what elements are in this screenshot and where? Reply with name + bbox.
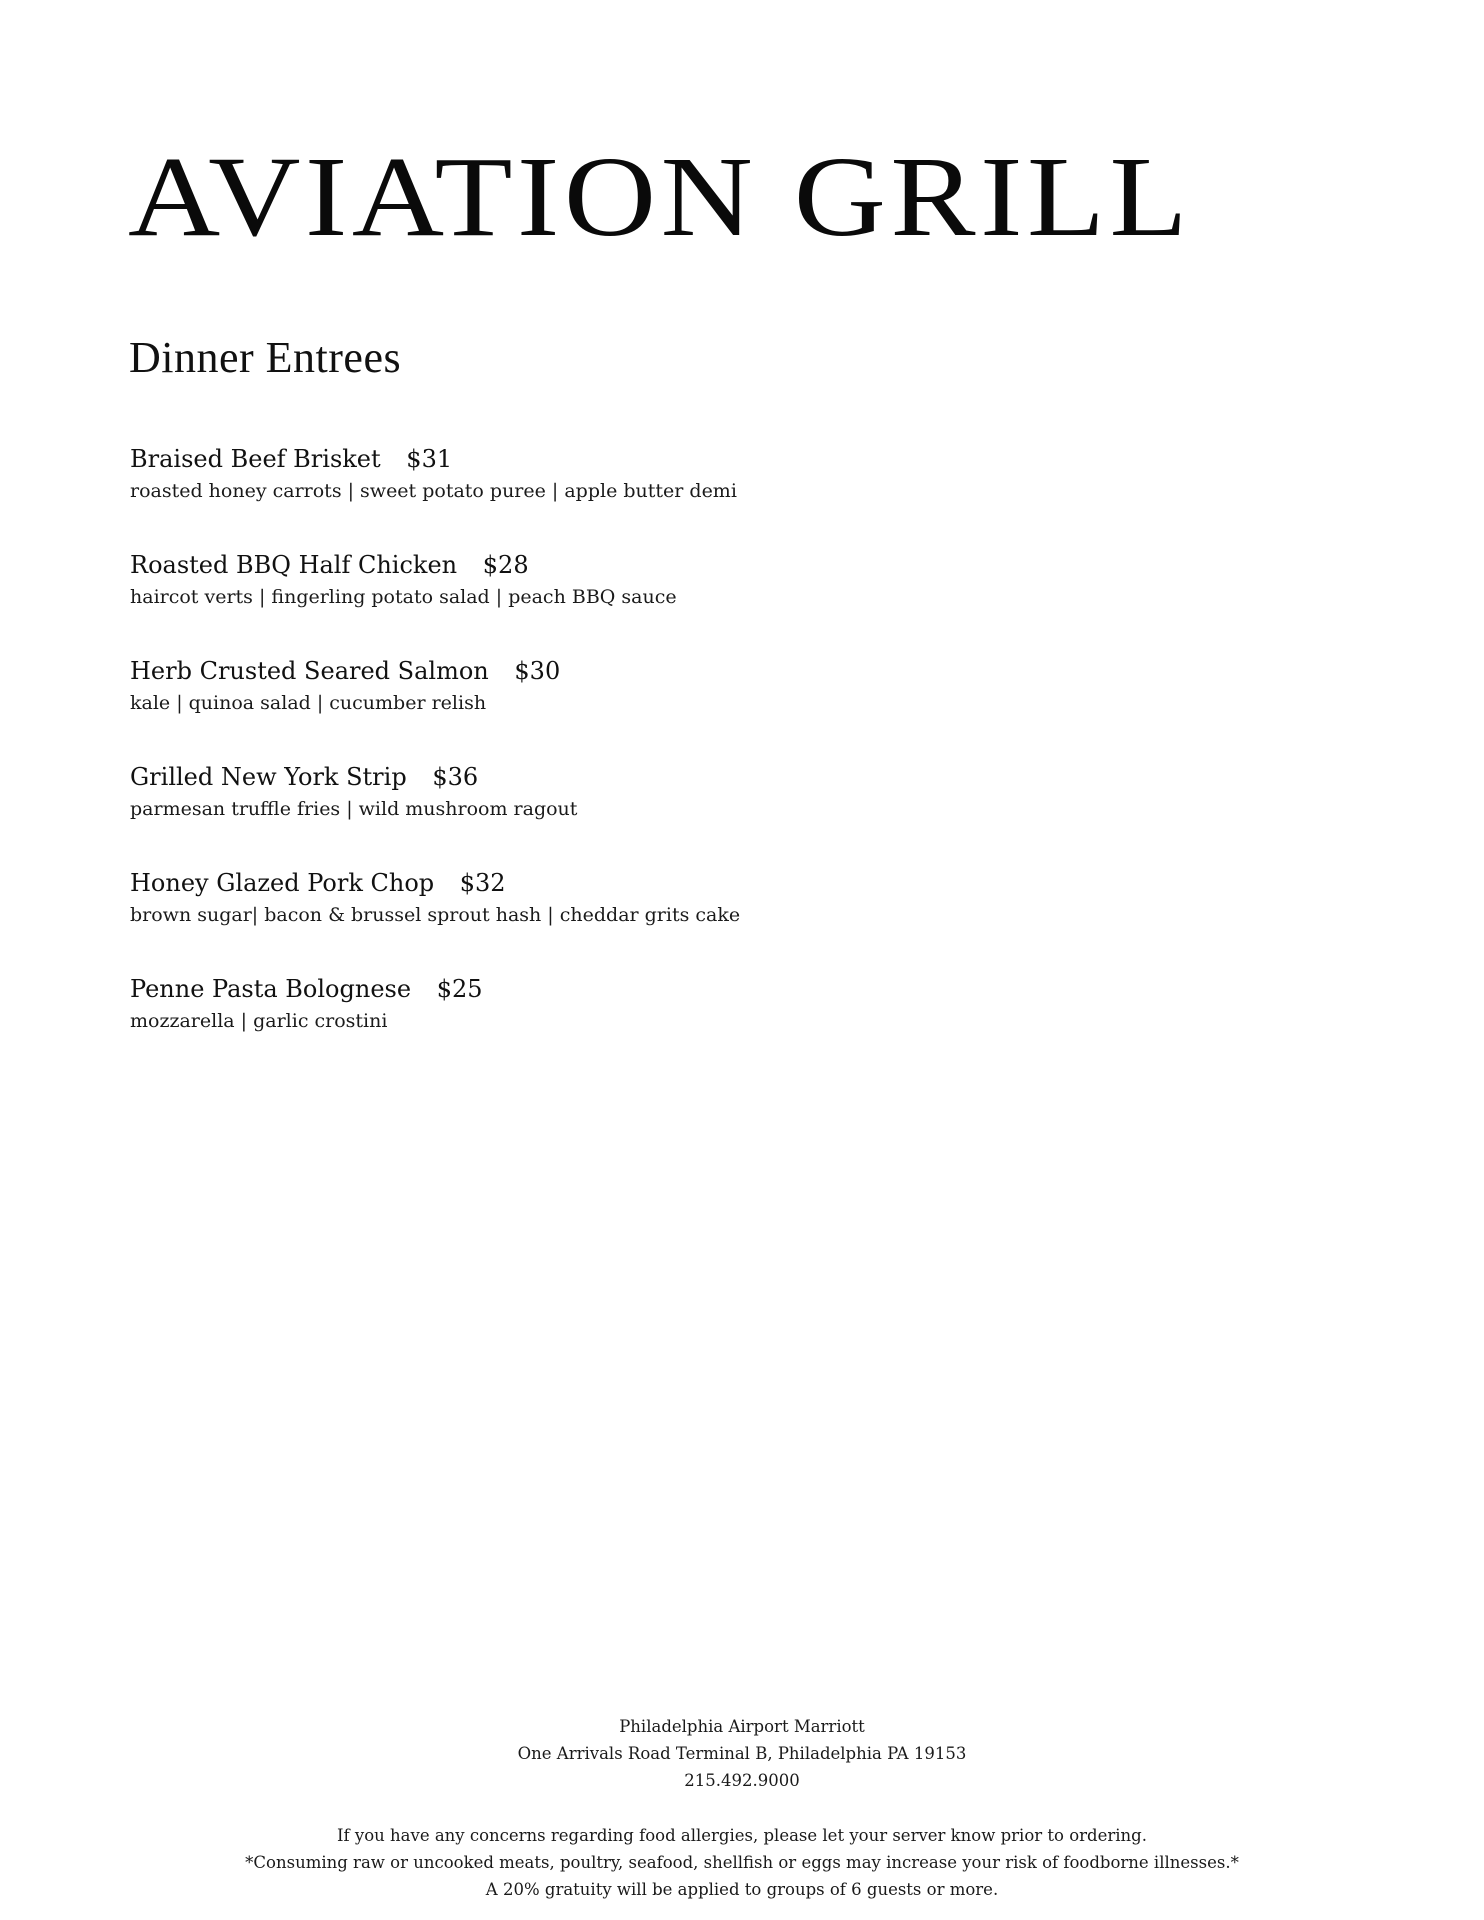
restaurant-title: AVIATION GRILL: [128, 133, 1192, 260]
consumption-warning: *Consuming raw or uncooked meats, poultry, seafood, shellfish or eggs may increase your risk of foodborne illnesses.*: [245, 1853, 1239, 1872]
item-description: kale | quinoa salad | cucumber relish: [130, 692, 487, 714]
menu-list: [130, 442, 1030, 1078]
item-description: haircot verts | fingerling potato salad | peach BBQ sauce: [130, 586, 677, 608]
menu-item: [130, 760, 1030, 866]
item-heading: [130, 760, 1030, 794]
item-name: Herb Crusted Seared Salmon: [130, 657, 489, 685]
item-name: Penne Pasta Bolognese: [130, 975, 412, 1003]
menu-item: [130, 972, 1030, 1078]
footer-address-block: [0, 1713, 1484, 1794]
section-title: Dinner Entrees: [129, 333, 402, 382]
item-description: mozzarella | garlic crostini: [130, 1010, 388, 1032]
item-name: Honey Glazed Pork Chop: [130, 869, 435, 897]
allergy-note: If you have any concerns regarding food allergies, please let your server know prior to ordering.: [337, 1826, 1147, 1845]
item-name: Roasted BBQ Half Chicken: [130, 551, 458, 579]
item-price: $32: [459, 869, 506, 897]
menu-item: [130, 442, 1030, 548]
venue-name: Philadelphia Airport Marriott: [619, 1717, 865, 1736]
item-heading: [130, 442, 1030, 476]
item-price: $30: [514, 657, 561, 685]
item-heading: [130, 866, 1030, 900]
item-price: $25: [436, 975, 483, 1003]
menu-item: [130, 548, 1030, 654]
footer-notes-block: [0, 1822, 1484, 1903]
venue-phone: 215.492.9000: [684, 1771, 800, 1790]
item-description: parmesan truffle fries | wild mushroom ragout: [130, 798, 578, 820]
item-name: Grilled New York Strip: [130, 763, 407, 791]
item-price: $31: [406, 445, 453, 473]
item-heading: [130, 972, 1030, 1006]
gratuity-note: A 20% gratuity will be applied to groups of 6 guests or more.: [485, 1880, 999, 1899]
item-price: $28: [482, 551, 529, 579]
item-name: Braised Beef Brisket: [130, 445, 381, 473]
item-description: brown sugar| bacon & brussel sprout hash | cheddar grits cake: [130, 904, 741, 926]
venue-address: One Arrivals Road Terminal B, Philadelphia PA 19153: [517, 1744, 967, 1763]
item-price: $36: [432, 763, 479, 791]
item-heading: [130, 654, 1030, 688]
item-heading: [130, 548, 1030, 582]
menu-item: [130, 654, 1030, 760]
menu-item: [130, 866, 1030, 972]
item-description: roasted honey carrots | sweet potato puree | apple butter demi: [130, 480, 737, 502]
